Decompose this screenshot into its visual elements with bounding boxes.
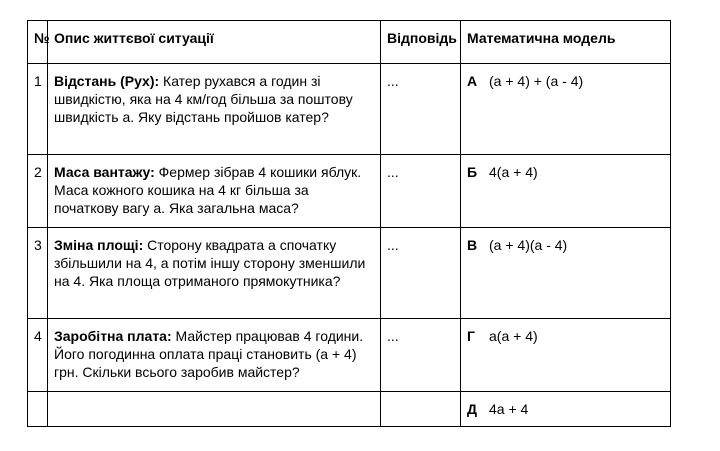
situation-text: Майстер працював 4 години. Його погодинна оплата праці становить (a + 4) грн. Скільки всього заробив майстер?	[54, 328, 364, 380]
situation-title: Відстань (Рух):	[54, 73, 160, 89]
answer-cell[interactable]: ...	[381, 228, 461, 319]
model-expression: a(a + 4)	[489, 328, 538, 344]
model-letter: В	[467, 237, 478, 253]
model-letter: Д	[467, 401, 477, 417]
situation-title: Маса вантажу:	[54, 164, 155, 180]
situation-title: Зміна площі:	[54, 237, 144, 253]
model-cell	[461, 64, 671, 155]
matching-table	[27, 20, 671, 427]
model-expression: (a + 4)(a - 4)	[489, 237, 568, 253]
situation-description	[48, 319, 381, 392]
model-cell	[461, 228, 671, 319]
model-expression: 4a + 4	[489, 401, 529, 417]
model-expression: 4(a + 4)	[489, 164, 538, 180]
table-row	[28, 319, 671, 392]
model-letter: Б	[467, 164, 478, 180]
situation-text: Сторону квадрата a спочатку збільшили на 4, а потім іншу сторону зменшили на 4. Яка площа отриманого прямокутника?	[54, 237, 366, 289]
header-num: №	[28, 21, 48, 64]
row-number	[28, 392, 48, 427]
model-cell	[461, 319, 671, 392]
row-number: 3	[28, 228, 48, 319]
answer-cell[interactable]: ...	[381, 319, 461, 392]
header-model: Математична модель	[461, 21, 671, 64]
table-row	[28, 392, 671, 427]
situation-description	[48, 392, 381, 427]
answer-cell[interactable]: ...	[381, 155, 461, 228]
situation-text: Катер рухався a годин зі швидкістю, яка на 4 км/год більша за поштову швидкість a. Яку відстань пройшов катер?	[54, 73, 353, 125]
situation-description	[48, 228, 381, 319]
row-number: 4	[28, 319, 48, 392]
header-description: Опис життєвої ситуації	[48, 21, 381, 64]
table-row	[28, 64, 671, 155]
model-letter: Г	[467, 328, 475, 344]
table-row	[28, 228, 671, 319]
model-cell	[461, 155, 671, 228]
table-row	[28, 155, 671, 228]
model-letter: А	[467, 73, 478, 89]
answer-cell[interactable]: ...	[381, 64, 461, 155]
situation-description	[48, 64, 381, 155]
model-cell	[461, 392, 671, 427]
model-expression: (a + 4) + (a - 4)	[489, 73, 584, 89]
answer-cell	[381, 392, 461, 427]
table-header-row	[28, 21, 671, 64]
situation-description	[48, 155, 381, 228]
situation-text: Фермер зібрав 4 кошики яблук. Маса кожного кошика на 4 кг більша за початкову вагу a. Яка загальна маса?	[54, 164, 362, 216]
situation-title: Заробітна плата:	[54, 328, 172, 344]
row-number: 1	[28, 64, 48, 155]
header-answer: Відповідь	[381, 21, 461, 64]
row-number: 2	[28, 155, 48, 228]
